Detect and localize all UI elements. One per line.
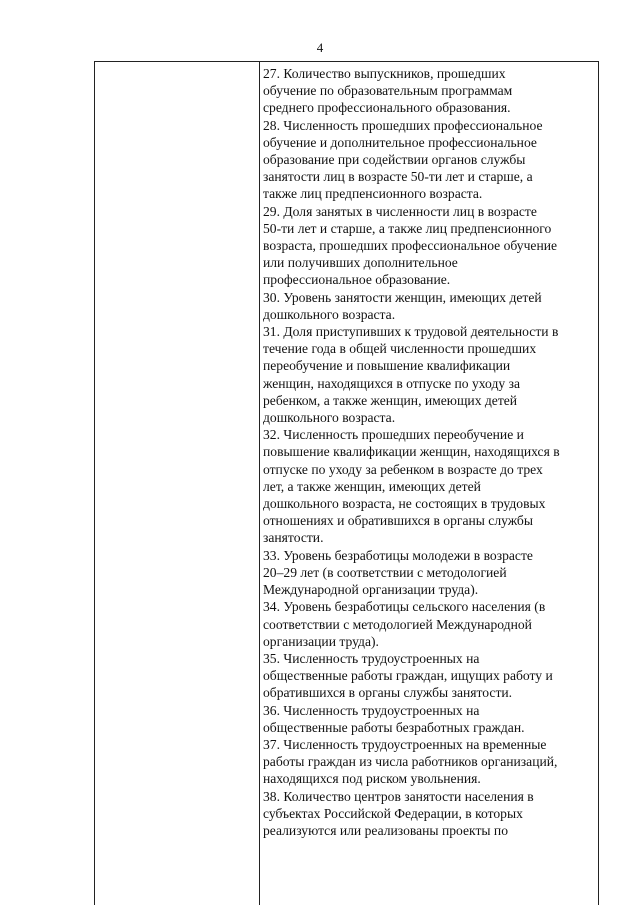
indicators-table [94, 61, 599, 905]
list-item-line: переобучение и повышение квалификации [263, 358, 511, 374]
list-item-line: образование при содействии органов службы [263, 152, 526, 168]
list-item [263, 598, 595, 650]
list-item-line: 38. Количество центров занятости населения в [263, 788, 534, 804]
list-item-line: отпуске по уходу за ребенком в возрасте до трех [263, 461, 543, 477]
list-item-line: дошкольного возраста, не состоящих в трудовых [263, 496, 546, 512]
list-item [263, 323, 595, 426]
list-item-line: среднего профессионального образования. [263, 100, 511, 116]
list-item-line: возраста, прошедших профессиональное обучение [263, 238, 558, 254]
list-item-line: занятости. [263, 530, 324, 546]
indicators-list [263, 65, 595, 839]
list-item [263, 426, 595, 546]
list-item-line: соответствии с методологией Международной [263, 616, 532, 632]
list-item [263, 65, 595, 117]
list-item-line: дошкольного возраста. [263, 410, 396, 426]
list-item-line: обучение и дополнительное профессиональное [263, 134, 537, 150]
list-item-line: Международной организации труда). [263, 582, 479, 598]
list-item-line: 27. Количество выпускников, прошедших [263, 66, 506, 81]
list-item-line: отношениях и обратившихся в органы службы [263, 513, 533, 529]
list-item-line: 50-ти лет и старше, а также лиц предпенсионного [263, 220, 552, 236]
list-item-line: женщин, находящихся в отпуске по уходу за [263, 375, 520, 391]
list-item-line: обучение по образовательным программам [263, 83, 513, 99]
list-item-line: субъектах Российской Федерации, в которых [263, 805, 523, 821]
list-item-line: 34. Уровень безработицы сельского населения (в [263, 599, 546, 615]
list-item-line: организации труда). [263, 633, 379, 649]
list-item-line: течение года в общей численности прошедших [263, 341, 537, 357]
list-item-line: 37. Численность трудоустроенных на временные [263, 736, 547, 752]
list-item-line: 32. Численность прошедших переобучение и [263, 427, 524, 443]
list-item-line: 28. Численность прошедших профессиональное [263, 117, 543, 133]
list-item-line: занятости лиц в возрасте 50-ти лет и старше, а [263, 169, 533, 185]
list-item [263, 117, 595, 203]
list-item [263, 650, 595, 702]
list-item-line: реализуются или реализованы проекты по [263, 822, 508, 838]
list-item-line: повышение квалификации женщин, находящихся в [263, 444, 560, 460]
list-item-line: 35. Численность трудоустроенных на [263, 650, 480, 666]
list-item-line: общественные работы безработных граждан. [263, 719, 525, 735]
list-item-line: ребенком, а также женщин, имеющих детей [263, 392, 518, 408]
table-left-cell [95, 62, 259, 905]
list-item [263, 788, 595, 840]
list-item-line: профессиональное образование. [263, 272, 451, 288]
list-item-line: находящихся под риском увольнения. [263, 771, 481, 787]
list-item-line: работы граждан из числа работников организаций, [263, 754, 558, 770]
list-item-line: общественные работы граждан, ищущих работу и [263, 668, 553, 684]
list-item [263, 203, 595, 289]
list-item-line: дошкольного возраста. [263, 306, 396, 322]
list-item [263, 547, 595, 599]
list-item-line: или получивших дополнительное [263, 255, 458, 271]
list-item [263, 702, 595, 736]
list-item-line: обратившихся в органы службы занятости. [263, 685, 513, 701]
list-item-line: 20–29 лет (в соответствии с методологией [263, 564, 507, 580]
list-item-line: 36. Численность трудоустроенных на [263, 702, 480, 718]
list-item [263, 736, 595, 788]
list-item-line: 31. Доля приступивших к трудовой деятельности в [263, 324, 559, 340]
list-item-line: 33. Уровень безработицы молодежи в возрасте [263, 547, 533, 563]
list-item-line: 29. Доля занятых в численности лиц в возрасте [263, 203, 537, 219]
list-item [263, 289, 595, 323]
list-item-line: лет, а также женщин, имеющих детей [263, 478, 481, 494]
list-item-line: также лиц предпенсионного возраста. [263, 186, 483, 202]
page-number: 4 [316, 40, 324, 55]
column-divider [259, 62, 260, 905]
list-item-line: 30. Уровень занятости женщин, имеющих детей [263, 289, 542, 305]
